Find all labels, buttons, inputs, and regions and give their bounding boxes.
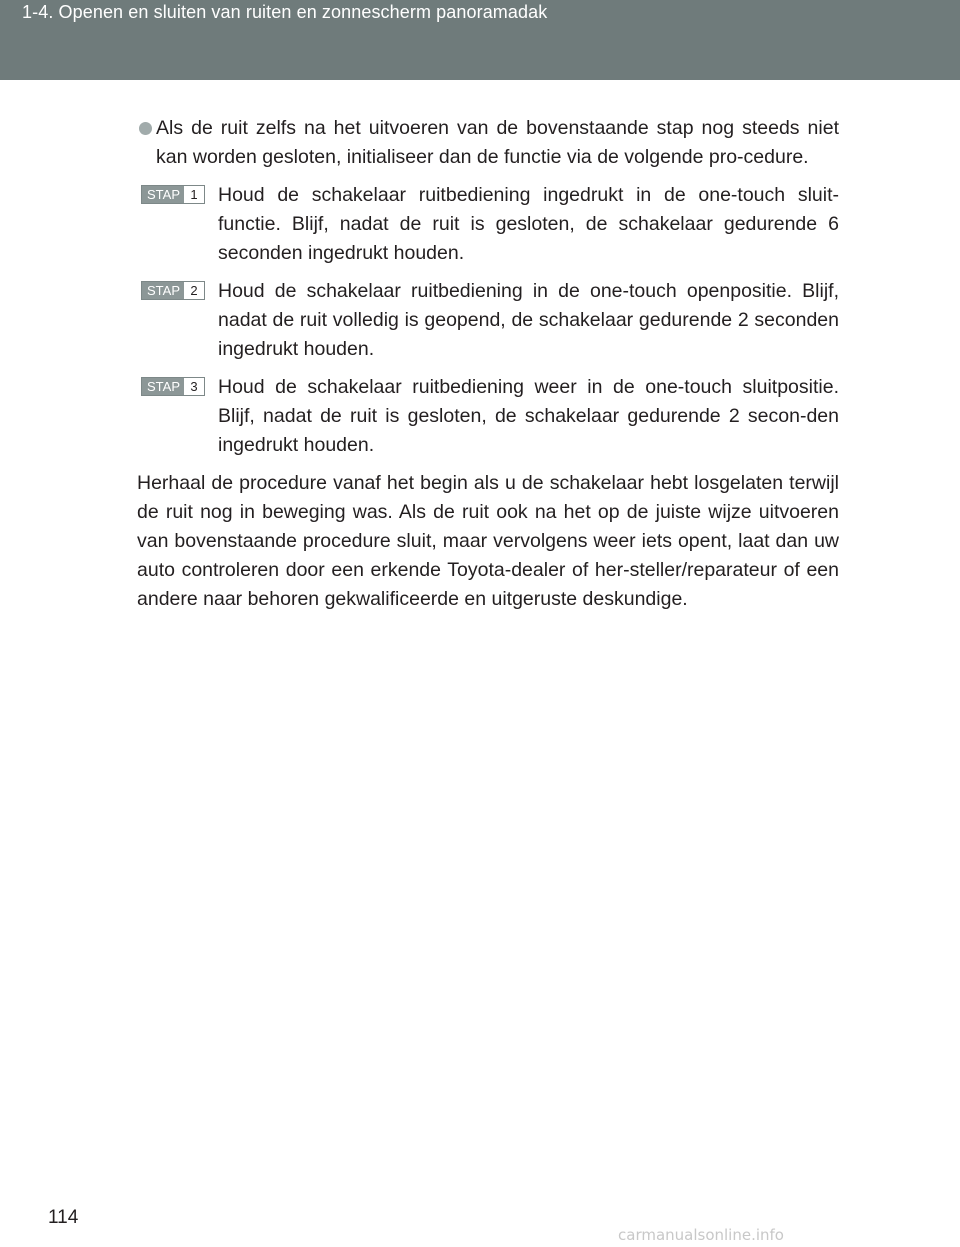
step-2 <box>137 277 839 364</box>
step-label: STAP <box>142 282 184 299</box>
step-badge <box>141 185 205 204</box>
step-badge <box>141 377 205 396</box>
bullet-dot-icon <box>139 122 152 135</box>
bullet-text: Als de ruit zelfs na het uitvoeren van de bovenstaande stap nog steeds niet kan worden gesloten, initialiseer dan de functie via de volgende pro-cedure. <box>156 117 839 168</box>
page-number: 114 <box>48 1207 79 1228</box>
page-content <box>137 114 839 614</box>
step-3 <box>137 373 839 460</box>
watermark[interactable]: carmanualsonline.info <box>618 1226 784 1244</box>
step-label: STAP <box>142 378 184 395</box>
step-text: Houd de schakelaar ruitbediening in de one-touch openpositie. Blijf, nadat de ruit volledig is geopend, de schakelaar gedurende 2 seconden ingedrukt houden. <box>218 280 839 360</box>
step-badge <box>141 281 205 300</box>
section-title: 1-4. Openen en sluiten van ruiten en zonnescherm panoramadak <box>22 2 548 22</box>
section-header <box>0 0 960 80</box>
step-text: Houd de schakelaar ruitbediening ingedrukt in de one-touch sluit-functie. Blijf, nadat de ruit is gesloten, de schakelaar gedurende 6 seconden ingedrukt houden. <box>218 184 839 264</box>
bullet-note <box>137 114 839 172</box>
step-number: 3 <box>184 378 204 395</box>
step-1 <box>137 181 839 268</box>
step-label: STAP <box>142 186 184 203</box>
step-number: 2 <box>184 282 204 299</box>
step-number: 1 <box>184 186 204 203</box>
step-text: Houd de schakelaar ruitbediening weer in de one-touch sluitpositie. Blijf, nadat de ruit is gesloten, de schakelaar gedurende 2 secon-den ingedrukt houden. <box>218 376 839 456</box>
body-paragraph: Herhaal de procedure vanaf het begin als u de schakelaar hebt losgelaten terwijl de ruit nog in beweging was. Als de ruit ook na het op de juiste wijze uitvoeren van bovenstaande procedure sluit, maar vervolgens weer iets opent, laat dan uw auto controleren door een erkende Toyota-dealer of her-steller/reparateur of een andere naar behoren gekwalificeerde en uitgeruste deskundige. <box>137 472 839 610</box>
